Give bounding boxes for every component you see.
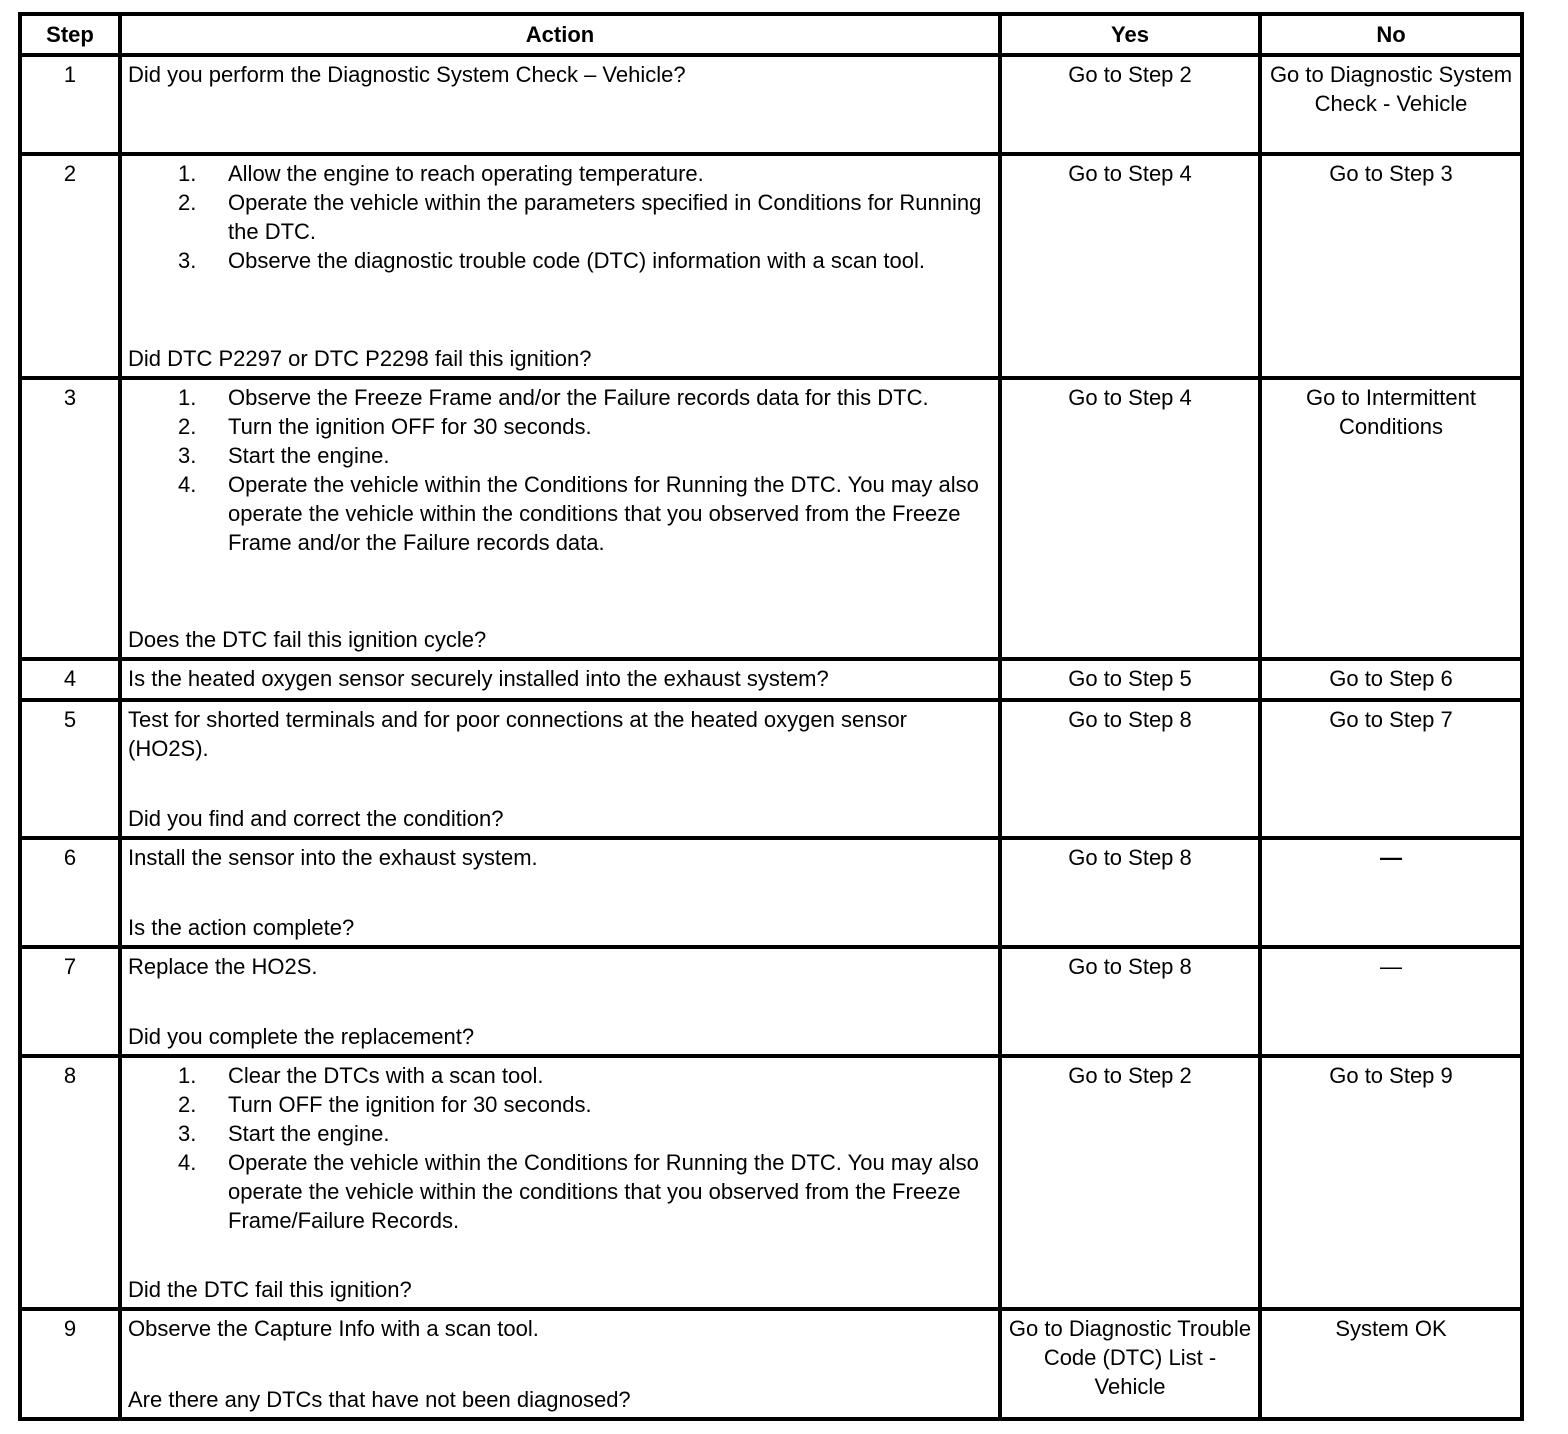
spacer bbox=[128, 981, 992, 1022]
list-item-text: Allow the engine to reach operating temperature. bbox=[228, 161, 704, 186]
yes-result: Go to Step 2 bbox=[1000, 1056, 1260, 1309]
list-item-text: Start the engine. bbox=[228, 443, 390, 468]
list-item-text: Observe the Freeze Frame and/or the Failure records data for this DTC. bbox=[228, 385, 929, 410]
list-item bbox=[178, 383, 992, 412]
header-yes: Yes bbox=[1000, 14, 1260, 55]
list-item-number: 4. bbox=[178, 1150, 197, 1175]
spacer bbox=[128, 557, 992, 625]
no-result: Go to Step 3 bbox=[1260, 154, 1522, 378]
action-question: Did you find and correct the condition? bbox=[128, 806, 504, 831]
action-cell bbox=[120, 838, 1000, 947]
list-item bbox=[178, 188, 992, 246]
table-row bbox=[20, 1056, 1522, 1309]
step-number: 2 bbox=[20, 154, 120, 378]
action-question: Does the DTC fail this ignition cycle? bbox=[128, 627, 487, 652]
yes-result: Go to Step 5 bbox=[1000, 659, 1260, 700]
spacer bbox=[128, 275, 992, 344]
action-question: Did DTC P2297 or DTC P2298 fail this ignition? bbox=[128, 346, 592, 371]
table-row bbox=[20, 55, 1522, 154]
yes-result: Go to Step 4 bbox=[1000, 378, 1260, 659]
procedure-list bbox=[128, 159, 992, 275]
list-item-text: Observe the diagnostic trouble code (DTC) information with a scan tool. bbox=[228, 248, 925, 273]
no-result: System OK bbox=[1260, 1309, 1522, 1419]
header-action: Action bbox=[120, 14, 1000, 55]
list-item bbox=[178, 1148, 992, 1235]
list-item-text: Operate the vehicle within the Conditions for Running the DTC. You may also operate the vehicle within the conditions that you observed from the Freeze Frame and/or the Failure records data. bbox=[228, 472, 979, 555]
no-result: Go to Step 7 bbox=[1260, 700, 1522, 838]
spacer bbox=[128, 1343, 992, 1385]
table-row bbox=[20, 1309, 1522, 1419]
action-cell bbox=[120, 659, 1000, 700]
list-item bbox=[178, 1119, 992, 1148]
action-content bbox=[128, 1314, 992, 1414]
action-cell bbox=[120, 947, 1000, 1056]
table-row bbox=[20, 700, 1522, 838]
action-instruction: Replace the HO2S. bbox=[128, 954, 318, 979]
action-question: Is the action complete? bbox=[128, 915, 355, 940]
yes-result: Go to Step 8 bbox=[1000, 700, 1260, 838]
action-cell bbox=[120, 378, 1000, 659]
table-row bbox=[20, 947, 1522, 1056]
yes-result: Go to Step 2 bbox=[1000, 55, 1260, 154]
action-instruction: Is the heated oxygen sensor securely installed into the exhaust system? bbox=[128, 666, 829, 691]
yes-result: Go to Step 8 bbox=[1000, 947, 1260, 1056]
procedure-list bbox=[128, 1061, 992, 1235]
table-row bbox=[20, 378, 1522, 659]
diagnostic-table bbox=[18, 12, 1524, 1421]
action-content bbox=[128, 60, 992, 149]
action-instruction: Did you perform the Diagnostic System Check – Vehicle? bbox=[128, 62, 686, 87]
step-number: 8 bbox=[20, 1056, 120, 1309]
list-item-number: 1. bbox=[178, 385, 197, 410]
procedure-list bbox=[128, 383, 992, 557]
action-content bbox=[128, 383, 992, 654]
list-item-number: 2. bbox=[178, 1092, 197, 1117]
table-body bbox=[20, 55, 1522, 1419]
action-instruction: Install the sensor into the exhaust system. bbox=[128, 845, 538, 870]
action-content bbox=[128, 705, 992, 833]
action-question: Are there any DTCs that have not been diagnosed? bbox=[128, 1387, 631, 1412]
header-no: No bbox=[1260, 14, 1522, 55]
list-item-number: 3. bbox=[178, 443, 197, 468]
no-result: Go to Step 6 bbox=[1260, 659, 1522, 700]
table-row bbox=[20, 659, 1522, 700]
header-step: Step bbox=[20, 14, 120, 55]
list-item bbox=[178, 1061, 992, 1090]
list-item-number: 1. bbox=[178, 1063, 197, 1088]
spacer bbox=[128, 763, 992, 804]
action-content bbox=[128, 1061, 992, 1304]
step-number: 9 bbox=[20, 1309, 120, 1419]
list-item-text: Clear the DTCs with a scan tool. bbox=[228, 1063, 544, 1088]
list-item-text: Turn OFF the ignition for 30 seconds. bbox=[228, 1092, 592, 1117]
action-content bbox=[128, 843, 992, 942]
table-row bbox=[20, 154, 1522, 378]
header-row bbox=[20, 14, 1522, 55]
action-content bbox=[128, 664, 992, 695]
step-number: 1 bbox=[20, 55, 120, 154]
action-content bbox=[128, 952, 992, 1051]
spacer bbox=[128, 872, 992, 913]
list-item bbox=[178, 159, 992, 188]
list-item-number: 2. bbox=[178, 414, 197, 439]
list-item-number: 3. bbox=[178, 248, 197, 273]
list-item-text: Start the engine. bbox=[228, 1121, 390, 1146]
yes-result: Go to Diagnostic Trouble Code (DTC) List - Vehicle bbox=[1000, 1309, 1260, 1419]
list-item bbox=[178, 412, 992, 441]
step-number: 4 bbox=[20, 659, 120, 700]
list-item bbox=[178, 246, 992, 275]
step-number: 6 bbox=[20, 838, 120, 947]
action-cell bbox=[120, 700, 1000, 838]
list-item-text: Operate the vehicle within the Conditions for Running the DTC. You may also operate the vehicle within the conditions that you observed from the Freeze Frame/Failure Records. bbox=[228, 1150, 979, 1233]
no-result: Go to Diagnostic System Check - Vehicle bbox=[1260, 55, 1522, 154]
action-instruction: Test for shorted terminals and for poor connections at the heated oxygen sensor (HO2S). bbox=[128, 707, 908, 761]
action-cell bbox=[120, 154, 1000, 378]
step-number: 7 bbox=[20, 947, 120, 1056]
list-item bbox=[178, 470, 992, 557]
action-cell bbox=[120, 1056, 1000, 1309]
spacer bbox=[128, 1235, 992, 1275]
step-number: 5 bbox=[20, 700, 120, 838]
action-cell bbox=[120, 55, 1000, 154]
action-instruction: Observe the Capture Info with a scan tool. bbox=[128, 1316, 539, 1341]
step-number: 3 bbox=[20, 378, 120, 659]
list-item-number: 2. bbox=[178, 190, 197, 215]
yes-result: Go to Step 4 bbox=[1000, 154, 1260, 378]
list-item-text: Turn the ignition OFF for 30 seconds. bbox=[228, 414, 592, 439]
action-content bbox=[128, 159, 992, 373]
list-item bbox=[178, 1090, 992, 1119]
list-item bbox=[178, 441, 992, 470]
list-item-number: 1. bbox=[178, 161, 197, 186]
list-item-text: Operate the vehicle within the parameters specified in Conditions for Running the DTC. bbox=[228, 190, 982, 244]
list-item-number: 3. bbox=[178, 1121, 197, 1146]
table-row bbox=[20, 838, 1522, 947]
yes-result: Go to Step 8 bbox=[1000, 838, 1260, 947]
no-result: — bbox=[1260, 838, 1522, 947]
no-result: Go to Intermittent Conditions bbox=[1260, 378, 1522, 659]
action-cell bbox=[120, 1309, 1000, 1419]
action-question: Did you complete the replacement? bbox=[128, 1024, 475, 1049]
action-question: Did the DTC fail this ignition? bbox=[128, 1277, 412, 1302]
list-item-number: 4. bbox=[178, 472, 197, 497]
no-result: Go to Step 9 bbox=[1260, 1056, 1522, 1309]
no-result: — bbox=[1260, 947, 1522, 1056]
